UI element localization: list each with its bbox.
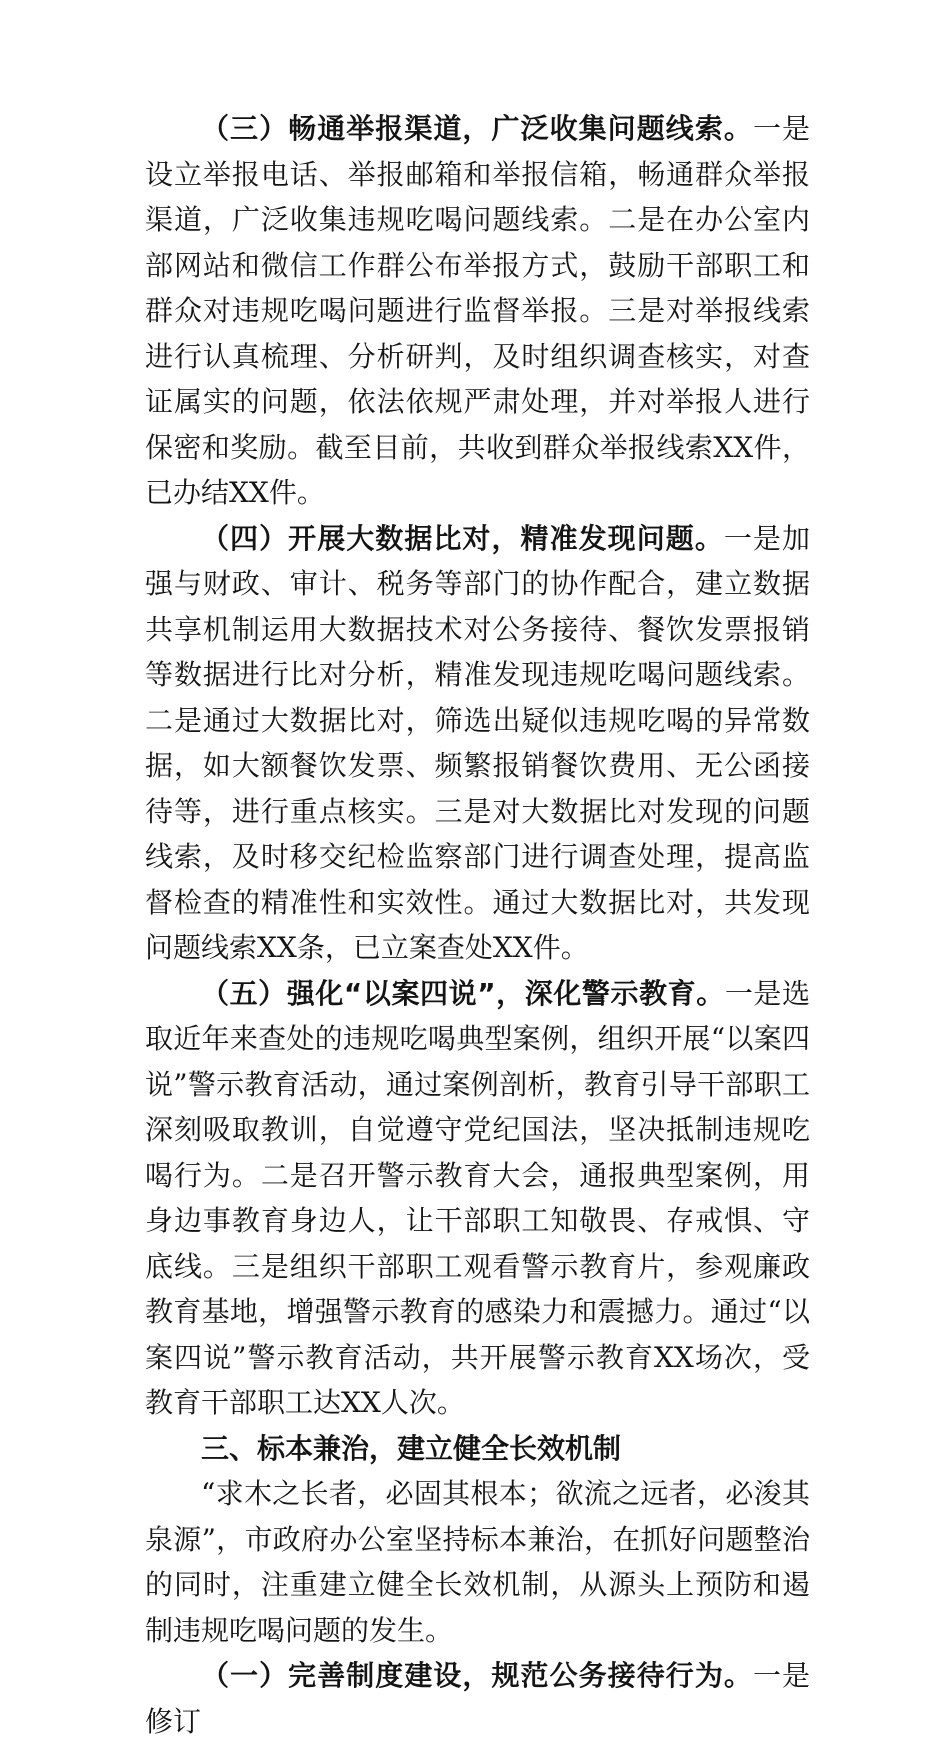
paragraph-reporting-channels xyxy=(145,106,810,516)
paragraph-lead: （一）完善制度建设，规范公务接待行为。 xyxy=(201,1659,753,1692)
section-intro: “求木之长者，必固其根本；欲流之远者，必浚其泉源”，市政府办公室坚持标本兼治，在抓好问题整治的同时，注重建立健全长效机制，从源头上预防和遏制违规吃喝问题的发生。 xyxy=(145,1477,810,1647)
paragraph-system-building xyxy=(145,1653,810,1744)
paragraph-warning-education xyxy=(145,971,810,1426)
document-body xyxy=(145,106,810,1744)
paragraph-text: 一是加强与财政、审计、税务等部门的协作配合，建立数据共享机制运用大数据技术对公务接待、餐饮发票报销等数据进行比对分析，精准发现违规吃喝问题线索。二是通过大数据比对，筛选出疑似违规吃喝的异常数据，如大额餐饮发票、频繁报销餐饮费用、无公函接待等，进行重点核实。三是对大数据比对发现的问题线索，及时移交纪检监察部门进行调查处理，提高监督检查的精准性和实效性。通过大数据比对，共发现问题线索XX条，已立案查处XX件。 xyxy=(145,521,810,964)
paragraph-text: 一是选取近年来查处的违规吃喝典型案例，组织开展“以案四说”警示教育活动，通过案例剖析，教育引导干部职工深刻吸取教训，自觉遵守党纪国法，坚决抵制违规吃喝行为。二是召开警示教育大会，通报典型案例，用身边事教育身边人，让干部职工知敬畏、存戒惧、守底线。三是组织干部职工观看警示教育片，参观廉政教育基地，增强警示教育的感染力和震撼力。通过“以案四说”警示教育活动，共开展警示教育XX场次，受教育干部职工达XX人次。 xyxy=(145,976,810,1419)
section-heading: 三、标本兼治，建立健全长效机制 xyxy=(201,1431,622,1465)
paragraph-text: 一是修订 xyxy=(145,1659,810,1738)
paragraph-big-data xyxy=(145,516,810,971)
paragraph-lead: （四）开展大数据比对，精准发现问题。 xyxy=(201,521,724,555)
paragraph-text: 一是设立举报电话、举报邮箱和举报信箱，畅通群众举报渠道，广泛收集违规吃喝问题线索。二是在办公室内部网站和微信工作群公布举报方式，鼓励干部职工和群众对违规吃喝问题进行监督举报。三是对举报线索进行认真梳理、分析研判，及时组织调查核实，对查证属实的问题，依法依规严肃处理，并对举报人进行保密和奖励。截至目前，共收到群众举报线索XX件，已办结XX件。 xyxy=(145,112,810,509)
paragraph-lead: （五）强化“以案四说”，深化警示教育。 xyxy=(201,976,725,1010)
paragraph-lead: （三）畅通举报渠道，广泛收集问题线索。 xyxy=(201,112,753,145)
